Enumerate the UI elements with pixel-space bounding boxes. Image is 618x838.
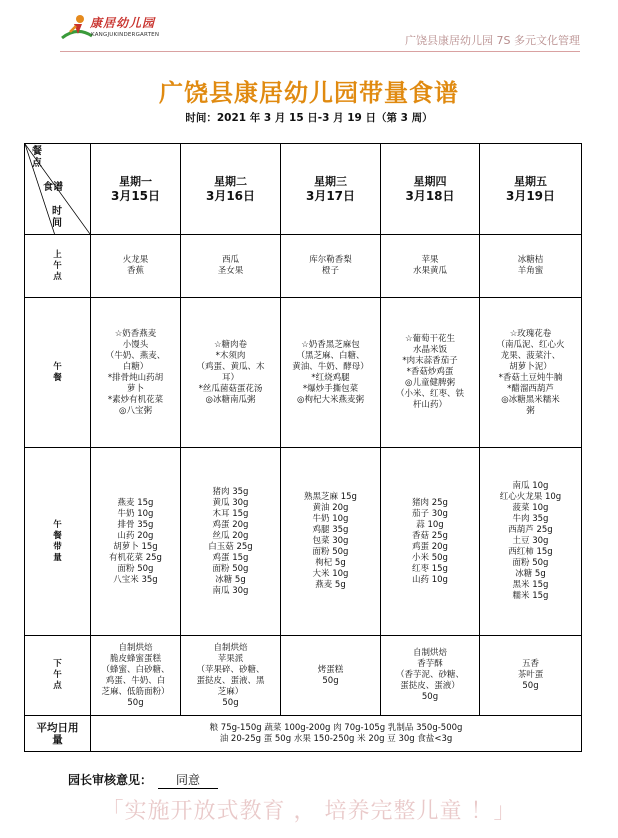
menu-cell: [91, 298, 181, 448]
row-label: [25, 235, 91, 298]
menu-cell: [480, 298, 582, 448]
menu-line: *香菇土豆炖牛腩: [498, 372, 563, 383]
menu-cell: [181, 235, 281, 298]
menu-line: 鸡蛋 20g: [212, 519, 249, 530]
logo-english-name: KANGJUKINDERGARTEN: [91, 32, 160, 38]
menu-line: 冰糖桔: [517, 255, 544, 265]
menu-line: 芝麻）: [217, 686, 244, 697]
row-label-text: 上午点: [53, 249, 62, 282]
menu-line: 牛肉 35g: [512, 514, 549, 524]
menu-line: （苹果碎、砂糖、: [196, 664, 265, 675]
menu-cell: [181, 448, 281, 636]
menu-line: 冰糖 5g: [515, 569, 546, 579]
menu-line: *素炒有机花菜: [107, 394, 164, 405]
menu-line: ◎冰糖南瓜粥: [205, 394, 256, 405]
menu-line: 面粉 50g: [512, 558, 549, 568]
menu-line: 黑米 15g: [512, 580, 549, 590]
lunch-row: [25, 298, 582, 448]
menu-line: 牛奶 10g: [117, 508, 154, 519]
corner-cell: [25, 144, 91, 235]
menu-line: *排骨炖山药胡: [107, 372, 164, 383]
day-date: 3月19日: [505, 188, 556, 203]
menu-cell: [281, 235, 381, 298]
menu-line: 羊角蜜: [517, 266, 544, 276]
menu-line: *丝瓜菌菇蛋花汤: [198, 383, 263, 394]
menu-cell: [181, 636, 281, 716]
menu-line: 杆山药）: [412, 400, 447, 410]
menu-line: 苹果派: [217, 653, 244, 664]
day-date: 3月15日: [110, 188, 161, 203]
menu-line: 胡萝卜 15g: [113, 541, 158, 552]
menu-line: ◎冰糖黑米糯米: [501, 394, 560, 405]
menu-line: 水果黄瓜: [412, 266, 447, 276]
menu-line: 木耳 15g: [212, 508, 249, 519]
menu-line: ◎儿童健脾粥: [405, 378, 455, 388]
menu-line: 香芋酥: [417, 659, 443, 669]
menu-line: *爆炒手撕包菜: [302, 383, 359, 394]
header-motto: 广饶县康居幼儿园 7S 多元文化管理: [405, 34, 580, 47]
menu-line: （鸡蛋、黄瓜、木: [196, 361, 265, 372]
menu-line: 小米 50g: [412, 552, 448, 563]
menu-line: *木须肉: [215, 350, 246, 361]
day-header: [480, 144, 582, 235]
menu-line: 50g: [322, 675, 339, 686]
menu-line: 50g: [222, 697, 239, 708]
day-date: 3月17日: [305, 188, 356, 203]
menu-line: 香蕉: [126, 266, 144, 276]
menu-line: ◎八宝粥: [119, 405, 152, 416]
menu-line: *肉末蒜香茄子: [402, 356, 458, 366]
principal-review: [68, 771, 218, 789]
menu-line: 茶叶蛋: [517, 670, 544, 680]
menu-line: 脆皮蜂蜜蛋糕: [109, 653, 161, 664]
menu-cell: [181, 298, 281, 448]
average-usage-line: 油 20-25g 蛋 50g 水果 150-250g 米 20g 豆 30g 食盐<3g: [219, 733, 453, 744]
menu-line: 有机花菜 25g: [109, 552, 162, 563]
menu-line: 蛋挞皮、蛋液）: [400, 681, 460, 691]
menu-cell: [480, 636, 582, 716]
menu-line: 小馒头: [122, 339, 149, 350]
menu-line: 自制烘焙: [213, 642, 248, 653]
menu-line: 水晶米饭: [412, 345, 447, 355]
day-name: 星期二: [214, 174, 247, 188]
menu-line: 黄油、牛奶、酵母）: [292, 361, 369, 372]
day-date: 3月18日: [405, 188, 455, 203]
menu-line: 鸡蛋 20g: [412, 541, 448, 552]
menu-line: 烤蛋糕: [317, 664, 344, 675]
afternoon-snack-row: [25, 636, 582, 716]
corner-label-time: 时间: [52, 206, 62, 229]
menu-line: 土豆 30g: [512, 536, 549, 546]
menu-line: 山药 10g: [412, 574, 448, 585]
row-label: [25, 448, 91, 636]
menu-cell: [480, 448, 582, 636]
day-name: 星期三: [314, 174, 347, 188]
row-label: [25, 298, 91, 448]
row-label: [25, 636, 91, 716]
menu-cell: [381, 448, 480, 636]
menu-line: 鸡蛋 15g: [212, 552, 249, 563]
menu-line: 包菜 30g: [312, 536, 349, 546]
row-label-text: 下午点: [53, 659, 62, 691]
menu-line: 燕麦 15g: [117, 497, 154, 508]
menu-line: 鸡腿 35g: [312, 525, 349, 535]
menu-line: 枸杞 5g: [315, 558, 346, 568]
menu-line: 五香: [521, 659, 539, 669]
menu-line: ☆葡萄干花生: [404, 334, 456, 344]
menu-line: 山药 20g: [117, 530, 154, 541]
menu-line: 苹果: [421, 255, 439, 265]
average-row: [25, 716, 582, 752]
slogan-watermark: 「实施开放式教育 ， 培养完整儿童 ！」: [101, 799, 517, 824]
day-name: 星期四: [413, 174, 447, 188]
header-row: [25, 144, 582, 235]
menu-line: 菠菜 10g: [512, 503, 549, 513]
menu-line: *香菇炒鸡蛋: [406, 367, 454, 377]
menu-line: 红枣 15g: [412, 563, 448, 574]
menu-line: 库尔勒香梨: [309, 255, 352, 265]
menu-line: 萝卜: [126, 383, 144, 394]
day-name: 星期五: [514, 174, 547, 188]
menu-line: 白玉菇 25g: [208, 541, 253, 552]
menu-line: 自制烘焙: [118, 642, 153, 653]
corner-label-recipe: 食谱: [43, 182, 63, 193]
menu-line: ☆玫瑰花卷: [509, 328, 552, 339]
menu-line: 胡萝卜泥）: [509, 361, 552, 372]
menu-line: （小米、红枣、铁: [395, 389, 464, 399]
row-label-text: 午餐: [53, 361, 62, 383]
menu-line: *红烧鸡腿: [311, 372, 350, 383]
average-usage-line: 粮 75g-150g 蔬菜 100g-200g 肉 70g-105g 乳制品 350g-500g: [209, 722, 463, 733]
menu-cell: [91, 636, 181, 716]
menu-line: 熟黑芝麻 15g: [304, 492, 357, 502]
menu-line: 圣女果: [217, 266, 244, 276]
menu-line: 50g: [421, 692, 439, 702]
menu-line: 八宝米 35g: [113, 574, 158, 585]
menu-cell: [91, 235, 181, 298]
menu-line: ☆糖肉卷: [213, 339, 248, 350]
menu-cell: [91, 448, 181, 636]
menu-line: 丝瓜 20g: [212, 530, 249, 541]
day-name: 星期一: [119, 174, 152, 188]
date-range: 时间：2021 年 3 月 15 日-3 月 19 日（第 3 周）: [185, 112, 433, 124]
row-label-text: 平均日用量: [36, 721, 79, 746]
page-header: [60, 12, 580, 50]
menu-line: 蒜 10g: [416, 519, 444, 530]
menu-cell: [281, 636, 381, 716]
menu-line: 茄子 30g: [412, 508, 448, 519]
menu-line: 猪肉 25g: [412, 497, 448, 508]
menu-line: 橙子: [321, 266, 339, 276]
menu-line: 红心火龙果 10g: [499, 492, 562, 502]
day-header: [181, 144, 281, 235]
row-label: [25, 716, 91, 752]
menu-table: [24, 143, 582, 752]
day-header: [281, 144, 381, 235]
kindergarten-logo-icon: [60, 12, 94, 46]
menu-line: ☆奶香燕麦: [114, 328, 157, 339]
menu-cell: [381, 636, 480, 716]
menu-line: 50g: [127, 697, 144, 708]
corner-label-meal: 餐点: [32, 146, 42, 169]
menu-line: 面粉 50g: [117, 563, 154, 574]
logo-chinese-name: 康居幼儿园: [90, 16, 156, 30]
menu-cell: [480, 235, 582, 298]
menu-line: 西瓜: [221, 255, 239, 265]
day-header: [381, 144, 480, 235]
menu-line: 50g: [522, 681, 539, 691]
menu-line: ☆奶香黑芝麻包: [301, 339, 360, 350]
menu-line: 芝麻、低筋面粉）: [101, 686, 170, 697]
menu-line: （牛奶、燕麦、: [105, 350, 166, 361]
menu-line: 自制烘焙: [412, 648, 447, 658]
menu-line: （香芋泥、砂糖、: [395, 670, 464, 680]
menu-line: 蛋挞皮、蛋液、黑: [196, 675, 265, 686]
review-label: 园长审核意见：: [68, 773, 153, 787]
menu-line: 南瓜 30g: [212, 585, 249, 596]
day-date: 3月16日: [205, 188, 256, 203]
average-usage-cell: [91, 716, 582, 752]
menu-cell: [381, 298, 480, 448]
menu-line: 大米 10g: [312, 569, 349, 579]
day-header: [91, 144, 181, 235]
review-value: 同意: [158, 771, 218, 789]
row-label-text: 午餐带量: [53, 519, 62, 563]
menu-cell: [281, 448, 381, 636]
menu-line: 白糖）: [122, 361, 149, 372]
menu-line: 面粉 50g: [312, 547, 349, 557]
page-title: 广饶县康居幼儿园带量食谱: [159, 79, 459, 107]
menu-line: （蜂蜜、白砂糖、: [101, 664, 170, 675]
menu-cell: [381, 235, 480, 298]
menu-cell: [281, 298, 381, 448]
menu-line: 黄瓜 30g: [212, 497, 249, 508]
menu-line: 南瓜 10g: [512, 481, 549, 491]
menu-line: （黑芝麻、白糖、: [296, 350, 365, 361]
menu-line: 西葫芦 25g: [508, 525, 553, 535]
menu-line: 粥: [526, 405, 535, 416]
menu-line: 香菇 25g: [412, 530, 448, 541]
menu-line: 排骨 35g: [117, 519, 154, 530]
menu-line: *醋溜西葫芦: [507, 383, 554, 394]
menu-line: 面粉 50g: [212, 563, 249, 574]
menu-line: 冰糖 5g: [215, 574, 246, 585]
morning-snack-row: [25, 235, 582, 298]
menu-line: 西红柿 15g: [508, 547, 553, 557]
menu-line: 鸡蛋、牛奶、白: [105, 675, 166, 686]
menu-line: 龙果、菠菜汁、: [500, 350, 561, 361]
menu-line: 猪肉 35g: [212, 486, 249, 497]
header-divider: [60, 51, 580, 52]
lunch-amount-row: [25, 448, 582, 636]
menu-line: 燕麦 5g: [315, 580, 346, 590]
menu-line: 黄油 20g: [312, 503, 349, 513]
menu-line: 糯米 15g: [512, 591, 549, 601]
menu-line: （南瓜泥、红心火: [496, 339, 565, 350]
menu-line: 火龙果: [122, 255, 149, 265]
menu-line: 牛奶 10g: [312, 514, 349, 524]
menu-line: ◎枸杞大米燕麦粥: [297, 394, 364, 405]
menu-line: 耳）: [221, 372, 239, 383]
